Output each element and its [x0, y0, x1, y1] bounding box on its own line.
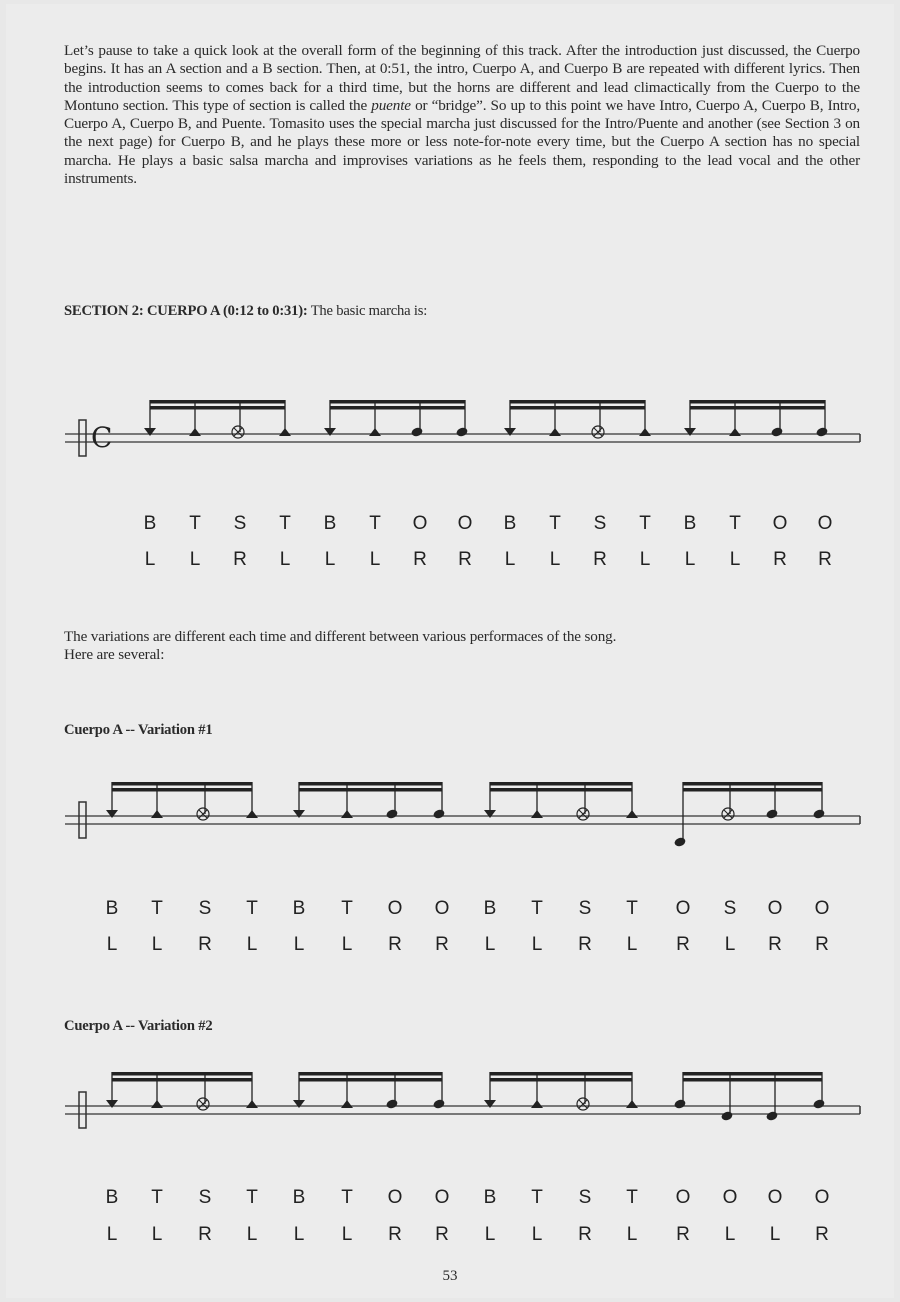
stroke-letter: O — [814, 898, 830, 919]
stroke-letter: S — [578, 1187, 592, 1208]
beam — [112, 782, 252, 786]
hand-letter: L — [246, 1224, 258, 1245]
hand-letter: L — [369, 549, 381, 570]
note-open — [812, 808, 825, 819]
note-open — [770, 426, 783, 437]
hand-letter: R — [578, 1224, 592, 1245]
hand-letter: R — [815, 1224, 829, 1245]
stroke-letter: O — [767, 1187, 783, 1208]
note-bass — [293, 1100, 305, 1108]
hand-letter: L — [293, 934, 305, 955]
hand-letter: L — [504, 549, 516, 570]
notation-staff-variation1 — [60, 770, 870, 900]
hand-letter: L — [684, 549, 696, 570]
beam — [683, 782, 822, 786]
stroke-letter: T — [639, 513, 651, 534]
note-open — [455, 426, 468, 437]
stroke-letter: O — [767, 898, 783, 919]
note-open — [673, 1098, 686, 1109]
stroke-letter: S — [198, 1187, 212, 1208]
hand-letter: L — [531, 934, 543, 955]
hand-letter: L — [151, 1224, 163, 1245]
stroke-letter: B — [503, 513, 517, 534]
note-open — [815, 426, 828, 437]
percussion-clef — [79, 420, 86, 456]
beam — [490, 1078, 632, 1082]
stroke-letter: T — [729, 513, 741, 534]
note-bass — [504, 428, 516, 436]
note-tone — [246, 1100, 258, 1108]
hand-row-basic — [0, 549, 900, 579]
stroke-letter: B — [483, 898, 497, 919]
hand-letter: L — [106, 934, 118, 955]
note-tone — [531, 1100, 543, 1108]
stroke-letter: O — [772, 513, 788, 534]
note-tone — [531, 810, 543, 818]
stroke-letter: T — [246, 1187, 258, 1208]
beam — [112, 1078, 252, 1082]
stroke-letter: T — [341, 1187, 353, 1208]
hand-letter: L — [769, 1224, 781, 1245]
beam — [690, 400, 825, 404]
hand-row-variation2 — [0, 1224, 900, 1254]
notation-staff-variation2 — [60, 1060, 870, 1190]
note-open — [765, 1110, 778, 1121]
hand-letter: L — [293, 1224, 305, 1245]
beam — [330, 400, 465, 404]
note-bass — [484, 810, 496, 818]
section2-heading — [64, 303, 427, 320]
beam — [510, 406, 645, 410]
stroke-letter: T — [369, 513, 381, 534]
hand-letter: L — [549, 549, 561, 570]
hand-letter: R — [578, 934, 592, 955]
hand-letter: L — [484, 1224, 496, 1245]
note-tone — [626, 1100, 638, 1108]
note-open — [673, 836, 686, 847]
hand-letter: L — [324, 549, 336, 570]
stroke-letter: O — [814, 1187, 830, 1208]
variations-intro-line2: Here are several: — [64, 646, 165, 664]
stroke-letter: O — [817, 513, 833, 534]
stroke-letter: T — [341, 898, 353, 919]
note-tone — [549, 428, 561, 436]
beam — [510, 400, 645, 404]
note-bass — [324, 428, 336, 436]
beam — [330, 406, 465, 410]
stroke-letter: O — [457, 513, 473, 534]
note-bass — [684, 428, 696, 436]
variations-intro — [64, 628, 864, 665]
hand-letter: L — [144, 549, 156, 570]
note-open — [410, 426, 423, 437]
variation1-title: Cuerpo A -- Variation #1 — [64, 722, 213, 738]
beam — [683, 788, 822, 792]
note-tone — [626, 810, 638, 818]
stroke-letter: T — [549, 513, 561, 534]
stroke-letter: S — [723, 898, 737, 919]
stroke-letter: T — [246, 898, 258, 919]
note-tone — [279, 428, 291, 436]
time-signature: C — [91, 421, 113, 454]
note-tone — [639, 428, 651, 436]
beam — [299, 782, 442, 786]
beam — [490, 1072, 632, 1076]
stroke-letter: T — [279, 513, 291, 534]
hand-letter: R — [388, 1224, 402, 1245]
section2-rest: The basic marcha is: — [307, 303, 428, 319]
hand-letter: R — [458, 549, 472, 570]
note-bass — [484, 1100, 496, 1108]
stroke-letter: O — [434, 898, 450, 919]
stroke-letter: T — [531, 898, 543, 919]
note-tone — [369, 428, 381, 436]
hand-letter: L — [531, 1224, 543, 1245]
hand-letter: L — [626, 1224, 638, 1245]
beam — [299, 1078, 442, 1082]
note-open — [432, 808, 445, 819]
hand-letter: L — [151, 934, 163, 955]
hand-letter: L — [626, 934, 638, 955]
beam — [683, 1072, 822, 1076]
hand-letter: R — [233, 549, 247, 570]
hand-letter: L — [189, 549, 201, 570]
stroke-letter: B — [105, 1187, 119, 1208]
stroke-row-variation2 — [0, 1187, 900, 1217]
hand-letter: L — [724, 1224, 736, 1245]
note-open — [812, 1098, 825, 1109]
hand-letter: R — [388, 934, 402, 955]
stroke-letter: T — [151, 898, 163, 919]
stroke-row-variation1 — [0, 898, 900, 928]
variations-intro-line1: The variations are different each time and different between various performaces of the song. — [64, 628, 617, 645]
stroke-letter: S — [578, 898, 592, 919]
note-open — [385, 1098, 398, 1109]
beam — [490, 788, 632, 792]
stroke-letter: O — [387, 1187, 403, 1208]
note-tone — [151, 1100, 163, 1108]
hand-letter: L — [246, 934, 258, 955]
beam — [299, 788, 442, 792]
stroke-letter: B — [292, 1187, 306, 1208]
note-open — [432, 1098, 445, 1109]
stroke-letter: B — [143, 513, 157, 534]
hand-letter: R — [818, 549, 832, 570]
note-tone — [151, 810, 163, 818]
beam — [150, 406, 285, 410]
stroke-letter: B — [683, 513, 697, 534]
percussion-clef — [79, 802, 86, 838]
stroke-letter: B — [105, 898, 119, 919]
hand-letter: R — [773, 549, 787, 570]
hand-letter: R — [676, 1224, 690, 1245]
stroke-letter: B — [323, 513, 337, 534]
note-tone — [341, 1100, 353, 1108]
beam — [490, 782, 632, 786]
note-open — [385, 808, 398, 819]
beam — [112, 1072, 252, 1076]
note-bass — [106, 810, 118, 818]
stroke-letter: O — [387, 898, 403, 919]
intro-paragraph: Let’s pause to take a quick look at the overall form of the beginning of this track. After the introduction just discussed, the Cuerpo begins. It has an A section and a B section. Then, at 0:51, the intro, Cuerpo A, and Cuerpo B are repeated with different lyrics. Then the introduction seems to comes back for a third time, but the horns are different and lead climactically from the Cuerpo to the Montuno section. This type of section is called the puente or “bridge”. So up to this point we have Intro, Cuerpo A, Cuerpo B, Intro, Cuerpo A, Cuerpo B, and Puente. Tomasito uses the special marcha just discussed for the Intro/Puente and another (see Section 3 on the next page) for Cuerpo B, and he plays these more or less note-for-note every time, but the Cuerpo A section has no special marcha. He plays a basic salsa marcha and improvises variations as he feels them, responding to the lead vocal and the other instruments. — [64, 42, 860, 188]
note-tone — [246, 810, 258, 818]
stroke-letter: O — [412, 513, 428, 534]
note-open — [720, 1110, 733, 1121]
hand-letter: L — [639, 549, 651, 570]
hand-letter: R — [413, 549, 427, 570]
hand-letter: L — [279, 549, 291, 570]
beam — [690, 406, 825, 410]
hand-row-variation1 — [0, 934, 900, 964]
hand-letter: L — [724, 934, 736, 955]
hand-letter: R — [768, 934, 782, 955]
beam — [112, 788, 252, 792]
stroke-letter: S — [593, 513, 607, 534]
hand-letter: L — [729, 549, 741, 570]
percussion-clef — [79, 1092, 86, 1128]
hand-letter: L — [484, 934, 496, 955]
stroke-letter: S — [198, 898, 212, 919]
hand-letter: R — [198, 1224, 212, 1245]
note-bass — [144, 428, 156, 436]
beam — [299, 1072, 442, 1076]
hand-letter: R — [593, 549, 607, 570]
stroke-letter: T — [626, 1187, 638, 1208]
hand-letter: L — [106, 1224, 118, 1245]
page-number: 53 — [442, 1268, 458, 1284]
stroke-letter: B — [483, 1187, 497, 1208]
hand-letter: R — [676, 934, 690, 955]
stroke-letter: S — [233, 513, 247, 534]
stroke-letter: O — [722, 1187, 738, 1208]
stroke-letter: O — [675, 1187, 691, 1208]
hand-letter: L — [341, 934, 353, 955]
hand-letter: R — [435, 1224, 449, 1245]
beam — [150, 400, 285, 404]
hand-letter: R — [435, 934, 449, 955]
stroke-letter: T — [189, 513, 201, 534]
beam — [683, 1078, 822, 1082]
stroke-letter: O — [434, 1187, 450, 1208]
stroke-row-basic — [0, 513, 900, 543]
stroke-letter: O — [675, 898, 691, 919]
note-open — [765, 808, 778, 819]
stroke-letter: B — [292, 898, 306, 919]
note-tone — [341, 810, 353, 818]
hand-letter: R — [198, 934, 212, 955]
note-tone — [729, 428, 741, 436]
stroke-letter: T — [626, 898, 638, 919]
section2-title: SECTION 2: CUERPO A (0:12 to 0:31): — [64, 303, 308, 319]
note-bass — [293, 810, 305, 818]
stroke-letter: T — [151, 1187, 163, 1208]
stroke-letter: T — [531, 1187, 543, 1208]
hand-letter: R — [815, 934, 829, 955]
variation2-title: Cuerpo A -- Variation #2 — [64, 1018, 213, 1034]
notation-staff-basic-marcha — [60, 388, 870, 518]
note-tone — [189, 428, 201, 436]
note-bass — [106, 1100, 118, 1108]
hand-letter: L — [341, 1224, 353, 1245]
